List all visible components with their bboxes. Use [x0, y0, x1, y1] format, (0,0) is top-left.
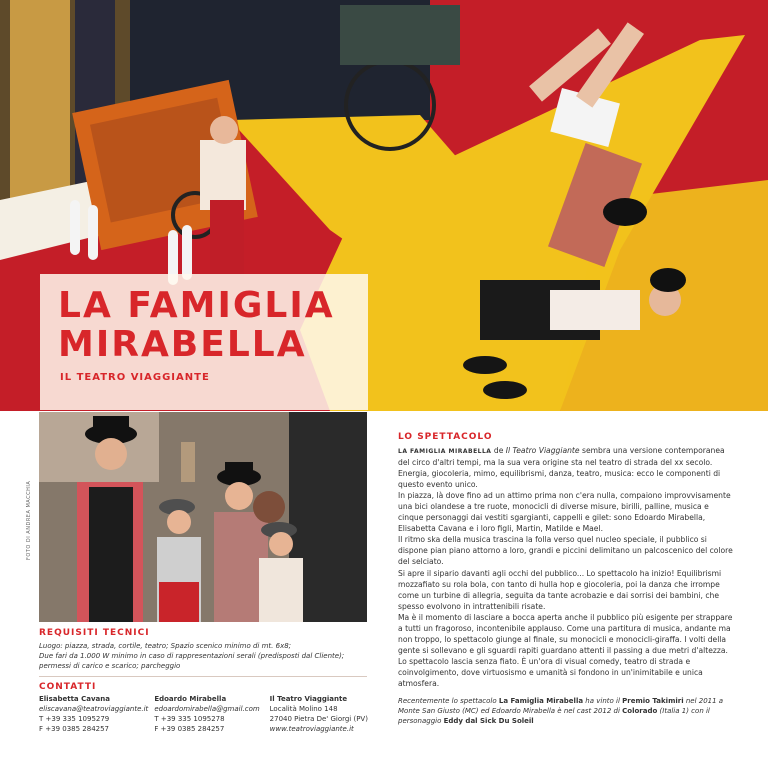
requirements-section [39, 628, 369, 671]
show-body [398, 445, 734, 689]
title-line-1: LA FAMIGLIA [58, 285, 335, 326]
contact-card [154, 694, 269, 734]
lead-italic: Il Teatro Viaggiante [505, 446, 580, 455]
lead-text: de [491, 446, 506, 455]
contact-card [39, 694, 154, 734]
photo-credit: FOTO DI ANDREA MACCHIA [26, 480, 32, 560]
recent-text: Recentemente lo spettacolo [398, 697, 499, 706]
recent-bold: Colorado [622, 707, 658, 716]
divider [39, 676, 367, 677]
contact-email[interactable]: edoardomirabella@gmail.com [154, 705, 260, 713]
family-photo [39, 412, 367, 622]
title-line-2: MIRABELLA [58, 324, 307, 365]
paragraph: In piazza, là dove fino ad un attimo prima non c'era nulla, compaiono improvvisamente una bici olandese a tre ruote, monocicli di diverse misure, birilli, palline, musica e cinque personaggi dai vestiti sgargianti, cappelli e gilet: sono Edoardo Mirabella, Elisabetta Cavana e i loro figli, Martin, Matilde e Mael. [398, 491, 731, 534]
paragraph [398, 445, 734, 490]
show-section [398, 432, 734, 726]
contact-card [270, 694, 379, 734]
paragraph: Il ritmo ska della musica trascina la folla verso quel nucleo speciale, il pubblico si dispone pian piano attorno a loro, grandi e piccini delimitano un palcoscenico del colore del selciato. [398, 535, 733, 567]
lead-name: LA FAMIGLIA MIRABELLA [398, 448, 492, 455]
contacts-heading: CONTATTI [39, 682, 97, 692]
contact-fax: F +39 0385 284257 [39, 725, 110, 733]
family-illustration [39, 412, 367, 622]
recent-bold: Premio Takimiri [622, 697, 684, 706]
show-heading: LO SPETTACOLO [398, 432, 493, 442]
contact-website[interactable]: www.teatroviaggiante.it [269, 725, 354, 733]
contact-phone: T +39 335 1095279 [39, 715, 110, 723]
requirements-line-1: Luogo: piazza, strada, cortile, teatro; Spazio scenico minimo di mt. 6x8; [39, 642, 292, 650]
paragraph: Si apre il sipario davanti agli occhi del pubblico... Lo spettacolo ha inizio! Equilibrismi mozzafiato su rola bola, con tanto di hulla hop e giocoleria, poi la danza che irrompe come un turbine di allegria, seguita da tante acrobazie e dai sorrisi dei bambini, che spesso evolvono in intrattenibili risate. [398, 568, 722, 611]
contact-fax: F +39 0385 284257 [154, 725, 225, 733]
contacts-section [39, 682, 379, 734]
recent-text: nel 2011 a Monte San Giusto (MC) ed Edoardo Mirabella è nel cast 2012 di [398, 697, 724, 716]
requirements-text [39, 641, 369, 671]
recent-text: ha vinto il [583, 697, 623, 706]
requirements-heading: REQUISITI TECNICI [39, 628, 150, 638]
requirements-line-2: Due fari da 1.000 W minimo in caso di rappresentazioni serali (predisposti dal Cliente); [39, 652, 345, 660]
page-subtitle: IL TEATRO VIAGGIANTE [60, 372, 210, 383]
recent-note [398, 696, 734, 726]
contact-email[interactable]: eliscavana@teatroviaggiante.it [39, 705, 149, 713]
lead-text: sembra una versione contemporanea del circo d'altri tempi, ma la sua vera origine sta nel teatro di strada del xx secolo. Energia, giocoleria, mimo, equilibrismi, danza, teatro, musica: ecco le componenti di questo evento unico. [398, 446, 725, 490]
page-title [58, 286, 335, 364]
contact-address-line: 27040 Pietra De' Giorgi (PV) [269, 715, 368, 723]
recent-bold: Eddy dal Sick Du Soleil [443, 717, 534, 726]
recent-bold: La Famiglia Mirabella [498, 697, 584, 706]
contact-address-line: Località Molino 148 [269, 705, 338, 713]
paragraph: Ma è il momento di lasciare a bocca aperta anche il pubblico più esigente per strappare a tutti un fragoroso, incontenibile applauso. Come una partitura di musica, andante ma non troppo, lo spettacolo giunge al finale, su monocicli e monocicli-giraffa. I volti della gente si sollevano e gli sguardi rapiti guardano attenti il passing a due metri d'altezza. Lo spettacolo lascia senza fiato. È un'ora di visual comedy, teatro di strada e coinvolgimento, dove virtuosismo e umanità si fondono in un'inimitabile e unica atmosfera. [398, 612, 733, 688]
recent-text: (Italia 1) con il personaggio [398, 707, 710, 726]
contact-name: Elisabetta Cavana [39, 695, 110, 703]
contact-phone: T +39 335 1095278 [154, 715, 225, 723]
requirements-line-3: permessi di carico e scarico; parcheggio [39, 662, 181, 670]
contact-name: Il Teatro Viaggiante [269, 695, 348, 703]
contact-name: Edoardo Mirabella [154, 695, 227, 703]
